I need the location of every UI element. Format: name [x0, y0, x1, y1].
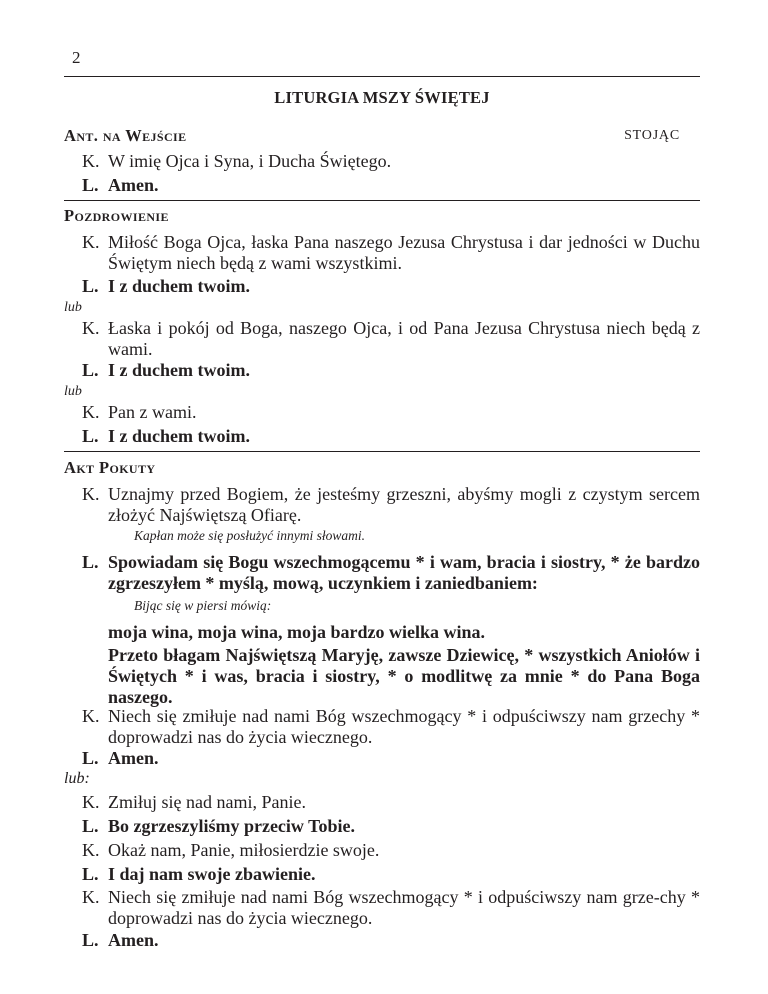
line-text: Okaż nam, Panie, miłosierdzie swoje.: [108, 840, 380, 860]
dialogue-line: [82, 840, 700, 861]
speaker-label: K.: [82, 706, 100, 726]
line-text: W imię Ojca i Syna, i Ducha Świętego.: [108, 151, 392, 171]
speaker-label: K.: [82, 484, 100, 504]
continuation-text: moja wina, moja wina, moja bardzo wielka wina.: [108, 622, 485, 642]
line-text: Amen.: [108, 930, 159, 950]
line-text: Łaska i pokój od Boga, naszego Ojca, i od Pana Jezusa Chrystusa niech będą z wami.: [108, 318, 700, 359]
speaker-label: L.: [82, 276, 99, 296]
speaker-label: K.: [82, 840, 100, 860]
dialogue-line: [82, 402, 700, 423]
line-text: I z duchem twoim.: [108, 276, 250, 296]
top-rule: [64, 76, 700, 77]
speaker-label: K.: [82, 151, 100, 171]
speaker-label: K.: [82, 402, 100, 422]
line-text: Bo zgrzeszyliśmy przeciw Tobie.: [108, 816, 355, 836]
page-title: LITURGIA MSZY ŚWIĘTEJ: [274, 88, 490, 107]
line-text: Uznajmy przed Bogiem, że jesteśmy grzeszni, abyśmy mogli z czystym sercem złożyć Najświętszą Ofiarę.: [108, 484, 700, 525]
speaker-label: K.: [82, 792, 100, 812]
line-text: Niech się zmiłuje nad nami Bóg wszechmogący * i odpuściwszy nam grze-chy * doprowadzi nas do życia wiecznego.: [108, 887, 700, 928]
line-text: Zmiłuj się nad nami, Panie.: [108, 792, 306, 812]
speaker-label: L.: [82, 175, 99, 195]
dialogue-line: [82, 175, 700, 196]
dialogue-line: [82, 426, 700, 447]
dialogue-line: [82, 792, 700, 813]
section-heading-pozdrowienie: Pozdrowienie: [64, 206, 169, 225]
section-heading-akt-pokuty: Akt Pokuty: [64, 458, 156, 477]
page-number: 2: [72, 48, 81, 67]
dialogue-line: [82, 706, 700, 748]
line-text: I z duchem twoim.: [108, 426, 250, 446]
line-text: Amen.: [108, 748, 159, 768]
speaker-label: K.: [82, 232, 100, 252]
alternative-marker: lub: [64, 384, 82, 399]
dialogue-line: [82, 864, 700, 885]
dialogue-line: [82, 887, 700, 929]
line-text: I daj nam swoje zbawienie.: [108, 864, 316, 884]
speaker-label: L.: [82, 816, 99, 836]
rubric-note: Kapłan może się posłużyć innymi słowami.: [134, 528, 365, 543]
line-text: I z duchem twoim.: [108, 360, 250, 380]
dialogue-line: [82, 552, 700, 594]
line-text: Niech się zmiłuje nad nami Bóg wszechmogący * i odpuściwszy nam grzechy * doprowadzi nas do życia wiecznego.: [108, 706, 700, 747]
speaker-label: L.: [82, 864, 99, 884]
alternative-marker: lub:: [64, 770, 90, 787]
section-divider: [64, 451, 700, 452]
dialogue-line: [82, 232, 700, 274]
dialogue-line: [82, 816, 700, 837]
dialogue-line: [82, 360, 700, 381]
continuation-text: Przeto błagam Najświętszą Maryję, zawsze Dziewicę, * wszystkich Aniołów i Świętych * i was, bracia i siostry, * o modlitwę za mnie * do Pana Boga naszego.: [108, 645, 700, 707]
dialogue-line: [82, 748, 700, 769]
dialogue-line: [82, 276, 700, 297]
alternative-marker: lub: [64, 300, 82, 315]
speaker-label: L.: [82, 360, 99, 380]
section-divider: [64, 200, 700, 201]
line-text: Spowiadam się Bogu wszechmogącemu * i wam, bracia i siostry, * że bardzo zgrzeszyłem * myślą, mową, uczynkiem i zaniedbaniem:: [108, 552, 700, 593]
line-text: Miłość Boga Ojca, łaska Pana naszego Jezusa Chrystusa i dar jedności w Duchu Świętym niech będą z wami wszystkimi.: [108, 232, 700, 273]
dialogue-line: [82, 318, 700, 360]
speaker-label: L.: [82, 748, 99, 768]
posture-note: STOJĄC: [624, 128, 680, 143]
dialogue-line: [82, 484, 700, 526]
dialogue-line: [82, 151, 700, 172]
speaker-label: L.: [82, 426, 99, 446]
dialogue-line: [82, 930, 700, 951]
section-heading-ant: Ant. na Wejście: [64, 126, 187, 145]
speaker-label: K.: [82, 318, 100, 338]
speaker-label: K.: [82, 887, 100, 907]
line-text: Amen.: [108, 175, 159, 195]
line-text: Pan z wami.: [108, 402, 197, 422]
speaker-label: L.: [82, 930, 99, 950]
rubric-note: Bijąc się w piersi mówią:: [134, 598, 272, 613]
speaker-label: L.: [82, 552, 99, 572]
